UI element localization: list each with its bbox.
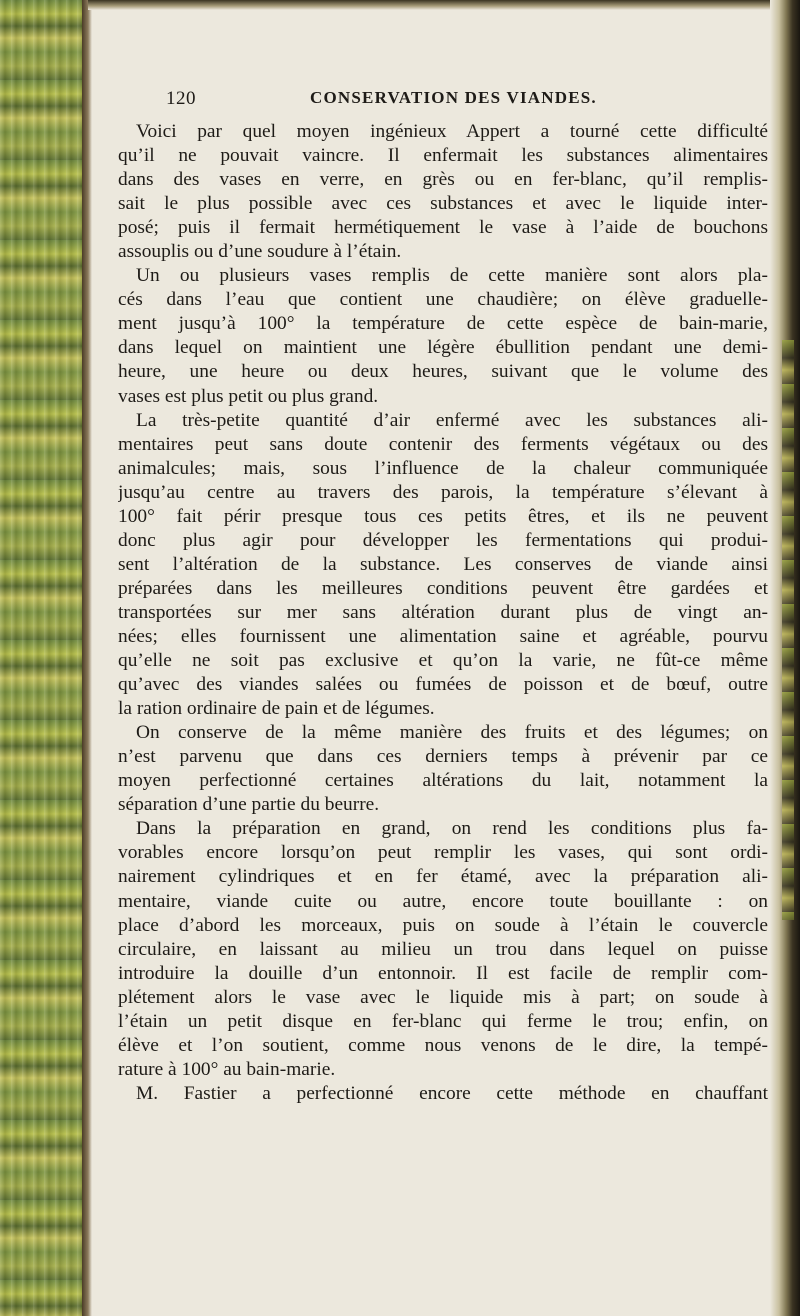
text-line: 100° fait périr presque tous ces petits êtres, et ils ne peuvent (118, 505, 768, 527)
text-line: M. Fastier a perfectionné encore cette méthode en chauffant (136, 1082, 768, 1104)
text-line: la ration ordinaire de pain et de légumes. (118, 698, 435, 720)
text-line: La très-petite quantité d’air enfermé avec les substances ali- (136, 409, 768, 431)
text-line: On conserve de la même manière des fruits et des légumes; on (136, 722, 768, 744)
text-line: dans lequel on maintient une légère ébullition pendant une demi- (118, 337, 768, 359)
gutter-shadow (82, 0, 92, 1316)
text-line: n’est parvenu que dans ces derniers temps à prévenir par ce (118, 746, 768, 768)
text-line: mentaire, viande cuite ou autre, encore toute bouillante : on (118, 890, 768, 912)
running-head (118, 88, 768, 114)
text-line: séparation d’une partie du beurre. (118, 794, 380, 816)
text-line: heure, une heure ou deux heures, suivant que le volume des (118, 361, 768, 383)
binding-gutter (0, 0, 82, 1316)
text-line: Voici par quel moyen ingénieux Appert a tourné cette difficulté (136, 121, 768, 142)
text-line: plétement alors le vase avec le liquide mis à part; on soude à (118, 986, 768, 1008)
text-line: nairement cylindriques et en fer étamé, avec la préparation ali- (118, 866, 768, 888)
text-line: mentaires peut sans doute contenir des ferments végétaux ou des (118, 433, 768, 455)
page-number: 120 (166, 88, 196, 109)
text-line: qu’avec des viandes salées ou fumées de poisson et de bœuf, outre (118, 674, 768, 696)
text-line: jusqu’au centre au travers des parois, la température s’élevant à (118, 481, 768, 503)
text-line: introduire la douille d’un entonnoir. Il est facile de remplir com- (118, 962, 768, 984)
text-line: place d’abord les morceaux, puis on soude à l’étain le couvercle (118, 914, 768, 936)
top-page-edge (88, 0, 800, 10)
text-line: Un ou plusieurs vases remplis de cette manière sont alors pla- (136, 265, 768, 287)
right-edge-texture (782, 340, 794, 920)
book-page (118, 88, 768, 1106)
text-line: ment jusqu’à 100° la température de cette espèce de bain-marie, (118, 313, 768, 335)
text-line: vases est plus petit ou plus grand. (118, 385, 379, 407)
text-line: posé; puis il fermait hermétiquement le vase à l’aide de bouchons (118, 217, 768, 239)
body-text (118, 120, 768, 1106)
text-line: préparées dans les meilleures conditions peuvent être gardées et (118, 577, 768, 599)
text-line: dans des vases en verre, en grès ou en fer-blanc, qu’il remplis- (118, 169, 768, 191)
text-line: vorables encore lorsqu’on peut remplir les vases, qui sont ordi- (118, 842, 768, 864)
text-line: Dans la préparation en grand, on rend les conditions plus fa- (136, 818, 768, 840)
text-line: rature à 100° au bain-marie. (118, 1058, 336, 1080)
text-line: nées; elles fournissent une alimentation saine et agréable, pourvu (118, 625, 768, 647)
text-line: animalcules; mais, sous l’influence de la chaleur communiquée (118, 457, 768, 479)
text-line: qu’elle ne soit pas exclusive et qu’on la varie, ne fût-ce même (118, 650, 768, 672)
text-line: cés dans l’eau que contient une chaudière; on élève graduelle- (118, 289, 768, 311)
text-line: sent l’altération de la substance. Les conserves de viande ainsi (118, 553, 768, 575)
running-title: CONSERVATION DES VIANDES. (310, 88, 597, 107)
text-line: circulaire, en laissant au milieu un trou dans lequel on puisse (118, 938, 768, 960)
text-line: élève et l’on soutient, comme nous venons de le dire, la tempé- (118, 1034, 768, 1056)
text-line: donc plus agir pour développer les fermentations qui produi- (118, 529, 768, 551)
text-line: sait le plus possible avec ces substances et avec le liquide inter- (118, 193, 768, 215)
text-line: assouplis ou d’une soudure à l’étain. (118, 241, 402, 263)
text-line: l’étain un petit disque en fer-blanc qui ferme le trou; enfin, on (118, 1010, 768, 1032)
text-line: qu’il ne pouvait vaincre. Il enfermait les substances alimentaires (118, 145, 768, 167)
text-line: moyen perfectionné certaines altérations du lait, notamment la (118, 770, 768, 792)
text-line: transportées sur mer sans altération durant plus de vingt an- (118, 601, 768, 623)
